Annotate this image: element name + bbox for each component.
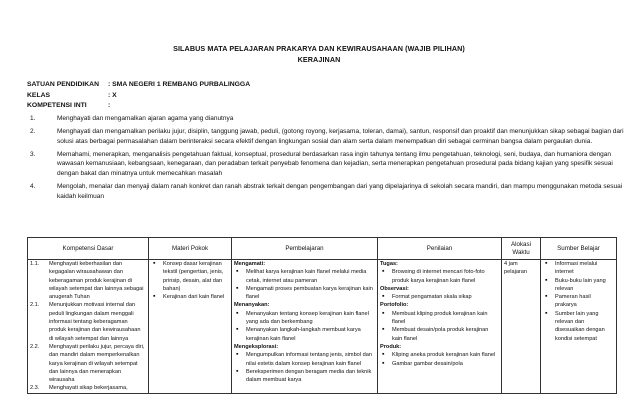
list-item: ▪ Menanyakan langkah-langkah membuat karya kerajinan kain flanel	[234, 326, 375, 343]
kd-item	[30, 343, 146, 384]
kd-number: 2.3.	[30, 385, 40, 392]
list-item: ▪ Melihat karya kerajinan kain flanel melalui media cetak, internet atau pameran	[234, 268, 375, 285]
kd-number: 2.2.	[30, 343, 40, 350]
section-heading: Mengeksplorasi:	[234, 343, 279, 350]
document-title	[0, 43, 638, 65]
kd-item	[30, 384, 146, 392]
kompetensi-inti-list	[27, 114, 627, 205]
table-row	[28, 260, 617, 394]
bullet-list	[151, 260, 229, 301]
column-header-sumber-belajar: Sumber Belajar	[541, 238, 617, 260]
list-item-number: 2.	[30, 128, 36, 136]
bullet-list	[380, 310, 499, 343]
bullet-list	[234, 268, 375, 301]
meta-row-kelas	[27, 91, 250, 102]
cell-pembelajaran	[232, 260, 378, 394]
meta-row-satuan	[27, 80, 250, 91]
list-item: ▪ Buku-buku lain yang relevan	[543, 277, 614, 294]
bullet-list	[234, 351, 375, 384]
cell-alokasi-waktu: 4 jam pelajaran	[502, 260, 541, 394]
section-heading: Portofolio:	[380, 302, 409, 309]
kd-item	[30, 260, 146, 301]
list-item: ▪ Membuat desain/pola produk kerajinan kain flanel	[380, 326, 499, 343]
list-item-text: Memahami, menerapkan, menganalisis pengetahuan faktual, konseptual, prosedural berdasarkan rasa ingin tahunya tentang ilmu pengetahuan, teknologi, seni, budaya, dan humaniora dengan wawasan kemanusiaan, kebangsaan, kenegaraan, dan peradaban terkait penyebab fenomena dan kejadian, serta menerapkan pengetahuan prosedural pada bidang kajian yang spesifik sesuai dengan bakat dan minatnya untuk memecahkan masalah	[57, 150, 613, 177]
cell-materi-pokok	[149, 260, 232, 394]
column-header-pembelajaran: Pembelajaran	[232, 238, 378, 260]
syllabus-table	[27, 237, 617, 394]
kd-text: Menghayati sikap bekerjasama,	[49, 385, 128, 392]
list-item	[27, 150, 627, 179]
section-heading: Tugas:	[380, 261, 398, 267]
bullet-list	[380, 293, 499, 301]
kd-text: Menghayati keberhasilan dan kegagalan wirausahawan dan keberagaman produk kerajinan di wilayah setempat dan lainnya sebagai anugerah Tuhan	[49, 261, 144, 301]
bullet-list	[380, 268, 499, 285]
meta-key: KOMPETENSI INTI	[27, 102, 87, 109]
column-header-materi-pokok: Materi Pokok	[149, 238, 232, 260]
section-heading: Observasi:	[380, 285, 409, 292]
list-item: ▪ Pameran hasil prakarya	[543, 293, 614, 310]
kd-item	[30, 301, 146, 342]
list-item-text: Menghayati dan mengamalkan ajaran agama yang dianutnya	[57, 115, 234, 122]
bullet-list	[234, 310, 375, 343]
column-header-alokasi-waktu: Alokasi Waktu	[502, 238, 541, 260]
section-heading: Menanyakan:	[234, 302, 270, 309]
column-header-kompetensi-dasar: Kompetensi Dasar	[28, 238, 149, 260]
list-item: ▪ Mengamati proses pembuatan karya kerajinan kain flanel	[234, 285, 375, 302]
list-item	[27, 127, 627, 146]
list-item: ▪ Konsep dasar kerajinan tekstil (pengertian, jenis, prinsip, desain, alat dan bahan)	[151, 260, 229, 293]
list-item: ▪ Menanyakan tentang konsep kerajinan kain flanel yang ada dan berkembang	[234, 310, 375, 327]
list-item	[27, 182, 627, 201]
kd-text: Menunjukkan motivasi internal dan peduli lingkungan dalam menggali informasi tentang keberagaman produk kerajinan dan kewirausahaan di wilayah setempat dan lainnya	[49, 302, 141, 342]
list-item: ▪ Bereksperimen dengan beragam media dan teknik dalam membuat karya	[234, 368, 375, 385]
bullet-list	[543, 260, 614, 343]
list-item: ▪ Kerajinan dari kain flanel	[151, 293, 229, 301]
title-line-2: KERAJINAN	[297, 55, 341, 64]
list-item	[27, 114, 627, 124]
meta-key: SATUAN PENDIDIKAN	[27, 81, 99, 88]
kd-number: 2.1.	[30, 302, 40, 309]
title-line-1: SILABUS MATA PELAJARAN PRAKARYA DAN KEWIRAUSAHAAN (WAJIB PILIHAN)	[173, 44, 465, 53]
list-item: ▪ Browsing di internet mencari foto-foto produk karya kerajinan kain flanel	[380, 268, 499, 285]
list-item: ▪ Membuat kliping produk kerajinan kain flanel	[380, 310, 499, 327]
list-item: ▪ Mengumpulkan informasi tentang jenis, simbol dan nilai estetis dalam konsep kerajinan kain flanel	[234, 351, 375, 368]
list-item-text: Mengolah, menalar dan menyaji dalam ranah konkret dan ranah abstrak terkait dengan pengembangan dari yang dipelajarinya di sekolah secara mandiri, dan mampu menggunakan metoda sesuai kaidah keilmuan	[57, 183, 623, 200]
column-header-penilaian: Penilaian	[378, 238, 502, 260]
list-item: ▪ Format pengamatan skala sikap	[380, 293, 499, 301]
meta-value: :	[108, 102, 111, 109]
table-header-row	[28, 238, 617, 260]
section-heading: Mengamati:	[234, 261, 266, 267]
list-item: ▪ Kliping aneka produk kerajinan kain flanel	[380, 351, 499, 359]
list-item: ▪ Gambar gambar desain/pola	[380, 360, 499, 368]
bullet-list	[380, 351, 499, 368]
identity-block	[27, 80, 250, 112]
cell-penilaian	[378, 260, 502, 394]
kd-text: Menghayati perilaku jujur, percaya diri, dan mandiri dalam memperkenalkan karya kerajinan di wilayah setempat dan lainnya dan menerapkan wirausaha	[49, 343, 145, 384]
cell-sumber-belajar	[541, 260, 617, 394]
meta-row-kompetensi-inti	[27, 101, 250, 112]
list-item-number: 1.	[30, 115, 36, 122]
meta-value: : SMA NEGERI 1 REMBANG PURBALINGGA	[108, 81, 251, 88]
kd-number: 1.1.	[30, 261, 40, 267]
list-item-number: 3.	[30, 150, 36, 158]
list-item: ▪ Sumber lain yang relevan dan disesuaikan dengan kondisi setempat	[543, 310, 614, 343]
list-item-number: 4.	[30, 183, 36, 191]
meta-value: : X	[108, 91, 117, 99]
list-item: ▪ Informasi melalui internet	[543, 260, 614, 277]
cell-kompetensi-dasar	[28, 260, 149, 394]
meta-key: KELAS	[27, 91, 51, 99]
list-item-text: Menghayati dan mengamalkan perilaku jujur, disiplin, tanggung jawab, peduli, (gotong royong, kerjasama, toleran, damai), santun, responsif dan proaktif dan menunjukkan sikap sebagai bagian dari solusi atas berbagai permasalahan dalam berinteraksi secara efektif dengan lingkungan sosial dan alam serta dalam menempatkan diri sebagai cerminan bangsa dalam pergaulan dunia.	[57, 128, 624, 145]
section-heading: Produk:	[380, 343, 402, 350]
